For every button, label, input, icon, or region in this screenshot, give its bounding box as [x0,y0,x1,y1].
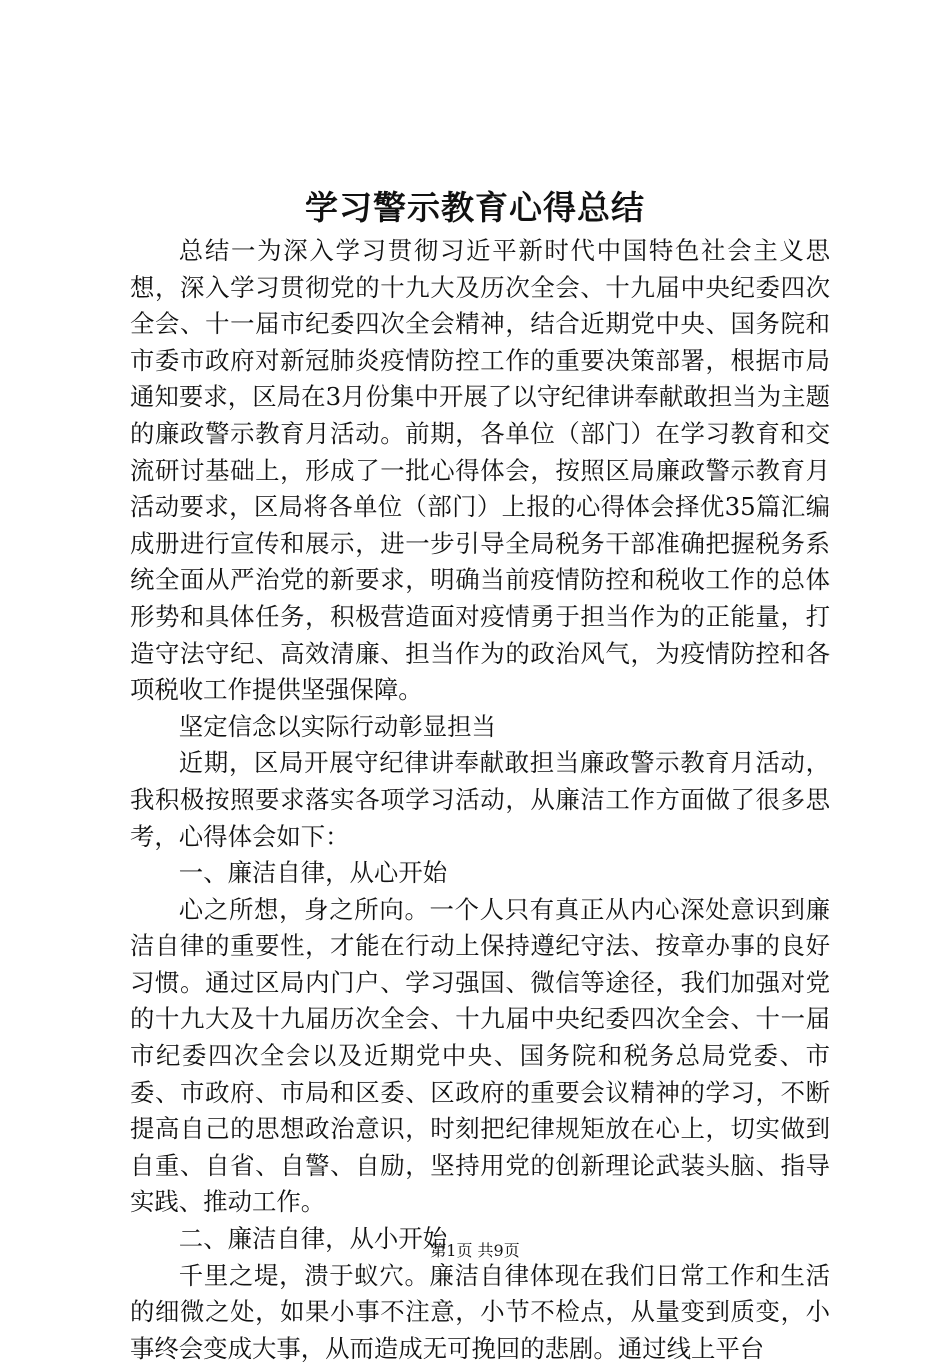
document-body [130,233,830,1367]
document-title: 学习警示教育心得总结 [305,188,645,227]
paragraph-subtitle: 坚定信念以实际行动彰显担当 [178,711,496,741]
paragraph-opening: 近期，区局开展守纪律讲奉献敢担当廉政警示教育月活动，我积极按照要求落实各项学习活动，从廉洁工作方面做了很多思考，心得体会如下： [130,748,830,851]
section-heading-1: 一、廉洁自律，从心开始 [178,858,448,888]
section-heading-2: 二、廉洁自律，从小开始 [178,1224,448,1254]
page-number-footer: 第1页 共9页 [430,1241,520,1260]
paragraph-intro: 总结一为深入学习贯彻习近平新时代中国特色社会主义思想，深入学习贯彻党的十九大及历次全会、十九届中央纪委四次全会、十一届市纪委四次全会精神，结合近期党中央、国务院和市委市政府对新冠肺炎疫情防控工作的重要决策部署，根据市局通知要求，区局在3月份集中开展了以守纪律讲奉献敢担当为主题的廉政警示教育月活动。前期，各单位（部门）在学习教育和交流研讨基础上，形成了一批心得体会，按照区局廉政警示教育月活动要求，区局将各单位（部门）上报的心得体会择优35篇汇编成册进行宣传和展示，进一步引导全局税务干部准确把握税务系统全面从严治党的新要求，明确当前疫情防控和税收工作的总体形势和具体任务，积极营造面对疫情勇于担当作为的正能量，打造守法守纪、高效清廉、担当作为的政治风气，为疫情防控和各项税收工作提供坚强保障。 [130,236,830,705]
paragraph-section-1: 心之所想，身之所向。一个人只有真正从内心深处意识到廉洁自律的重要性，才能在行动上保持遵纪守法、按章办事的良好习惯。通过区局内门户、学习强国、微信等途径，我们加强对党的十九大及十九届历次全会、十九届中央纪委四次全会、十一届市纪委四次全会以及近期党中央、国务院和税务总局党委、市委、市政府、市局和区委、区政府的重要会议精神的学习，不断提高自己的思想政治意识，时刻把纪律规矩放在心上，切实做到自重、自省、自警、自励，坚持用党的创新理论武装头脑、指导实践、推动工作。 [130,894,830,1217]
paragraph-section-2: 千里之堤，溃于蚁穴。廉洁自律体现在我们日常工作和生活的细微之处，如果小事不注意，小节不检点，从量变到质变，小事终会变成大事，从而造成无可挽回的悲剧。通过线上平台 [130,1260,830,1363]
